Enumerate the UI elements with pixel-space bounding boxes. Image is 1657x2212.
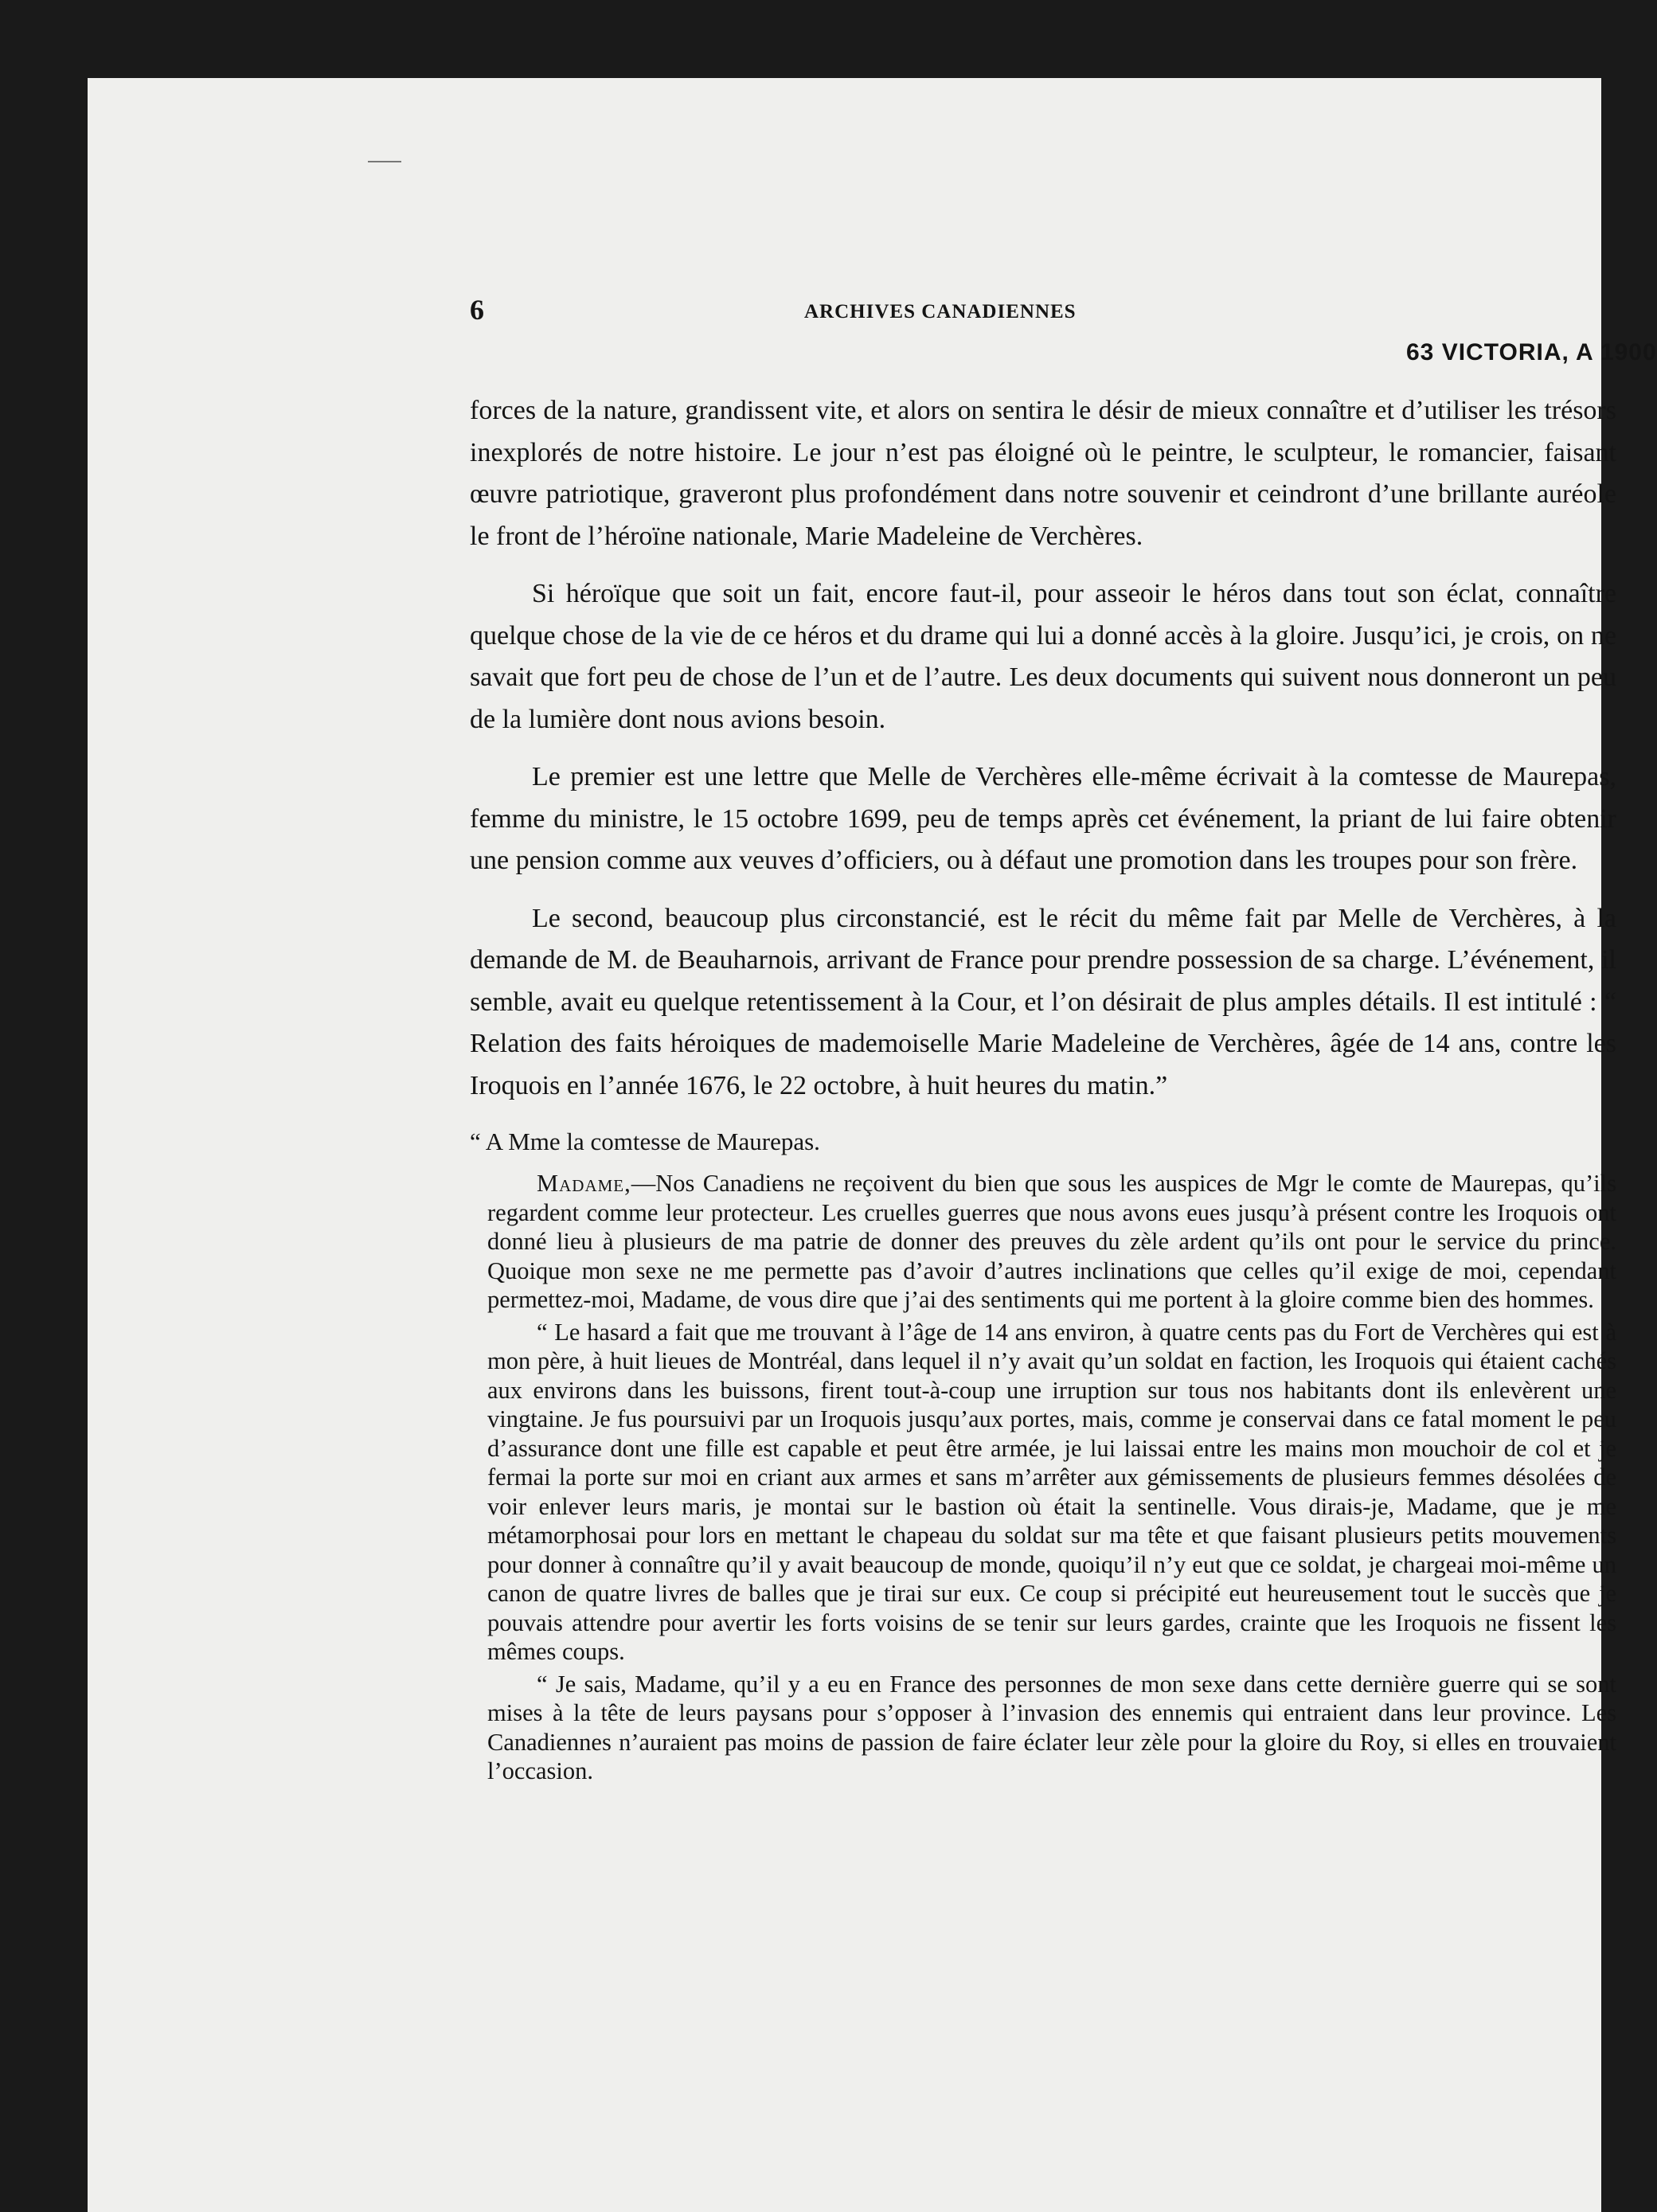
scanned-page xyxy=(88,78,1657,2212)
letter-paragraph-3: “ Je sais, Madame, qu’il y a eu en France des personnes de mon sexe dans cette dernière guerre qui se sont mises à la tête de leurs paysans pour s’opposer à l’invasion des ennemis qui entraient dans leur province. Les Canadiennes n’auraient pas moins de passion de faire éclater leur zèle pour la gloire du Roy, si elles en trouvaient l’occasion. xyxy=(487,1670,1616,1784)
letter-address: “ A Mme la comtesse de Maurepas. xyxy=(470,1127,820,1155)
letter-paragraph-1-text: —Nos Canadiens ne reçoivent du bien que sous les auspices de Mgr le comte de Maurepas, qu’ils regardent comme leur protecteur. Les cruelles guerres que nous avons eues jusqu’à présent contre les Iroquois ont donné lieu à plusieurs de ma patrie de donner des preuves du zèle ardent qu’ils ont pour le service du prince. Quoique mon sexe ne me permette pas d’avoir d’autres inclinations que celles qu’il exige de moi, cependant permettez-moi, Madame, de vous dire que j’ai des sentiments qui me portent à la gloire comme bien des hommes. xyxy=(487,1170,1616,1313)
letter-paragraph-2: “ Le hasard a fait que me trouvant à l’âge de 14 ans environ, à quatre cents pas du Fort de Verchères qui est à mon père, à huit lieues de Montréal, dans lequel il n’y avait qu’un soldat en faction, les Iroquois qui étaient cachés aux environs dans les buissons, firent tout-à-coup une irruption sur tous nos habitants dont ils enlevèrent une vingtaine. Je fus poursuivi par un Iroquois jusqu’aux portes, mais, comme je conservai dans ce fatal moment le peu d’assurance dont une fille est capable et peut être armée, je lui laissai entre les mains mon mouchoir de col et je fermai la porte sur moi en criant aux armes et sans m’arrêter aux gémissements de plusieurs femmes désolées de voir enlever leurs maris, je montai sur le bastion où était la sentinelle. Vous dirais-je, Madame, que je me métamorphosai pour lors en mettant le chapeau du soldat sur ma tête et que faisant plusieurs petits mouvements pour donner à connaître qu’il y avait beaucoup de monde, quoiqu’il n’y eut que ce soldat, je chargeai moi-même un canon de quatre livres de balles que je tirai sur eux. Ce coup si précipité eut heureusement tout le succès que je pouvais attendre pour avertir les forts voisins de se tenir sur leurs gardes, crainte que les Iroquois ne fissent les mêmes coups. xyxy=(487,1318,1616,1665)
letter-section xyxy=(470,1123,1616,1786)
session-line: 63 VICTORIA, A 1900 xyxy=(1406,339,1657,365)
page-number: 6 xyxy=(470,294,484,326)
running-title: ARCHIVES CANADIENNES xyxy=(804,301,1077,322)
scan-mark xyxy=(368,161,401,162)
letter-salutation: Madame, xyxy=(537,1170,631,1197)
paragraph-4: Le second, beaucoup plus circonstancié, est le récit du même fait par Melle de Verchères, à la demande de M. de Beauharnois, arrivant de France pour prendre possession de sa charge. L’événement, il semble, avait eu quelque retentissement à la Cour, et l’on désirait de plus amples détails. Il est intitulé : “ Relation des faits héroiques de mademoiselle Marie Madeleine de Verchères, âgée de 14 ans, contre les Iroquois en l’année 1676, le 22 octobre, à huit heures du matin.” xyxy=(470,903,1616,1100)
body-text xyxy=(470,390,1616,1789)
paragraph-2: Si héroïque que soit un fait, encore faut-il, pour asseoir le héros dans tout son éclat, connaître quelque chose de la vie de ce héros et du drame qui lui a donné accès à la gloire. Jusqu’ici, je crois, on ne savait que fort peu de chose de l’un et de l’autre. Les deux documents qui suivent nous donneront un peu de la lumière dont nous avions besoin. xyxy=(470,579,1616,734)
letter-paragraph-1 xyxy=(487,1169,1616,1315)
paragraph-3: Le premier est une lettre que Melle de Verchères elle-même écrivait à la comtesse de Maurepas, femme du ministre, le 15 octobre 1699, peu de temps après cet événement, la priant de lui faire obtenir une pension comme aux veuves d’officiers, ou à défaut une promotion dans les troupes pour son frère. xyxy=(470,762,1616,875)
paragraph-1: forces de la nature, grandissent vite, et alors on sentira le désir de mieux connaître et d’utiliser les trésors inexplorés de notre histoire. Le jour n’est pas éloigné où le peintre, le sculpteur, le romancier, faisant œuvre patriotique, graveront plus profondément dans notre souvenir et ceindront d’une brillante auréole le front de l’héroïne nationale, Marie Madeleine de Verchères. xyxy=(470,396,1616,551)
